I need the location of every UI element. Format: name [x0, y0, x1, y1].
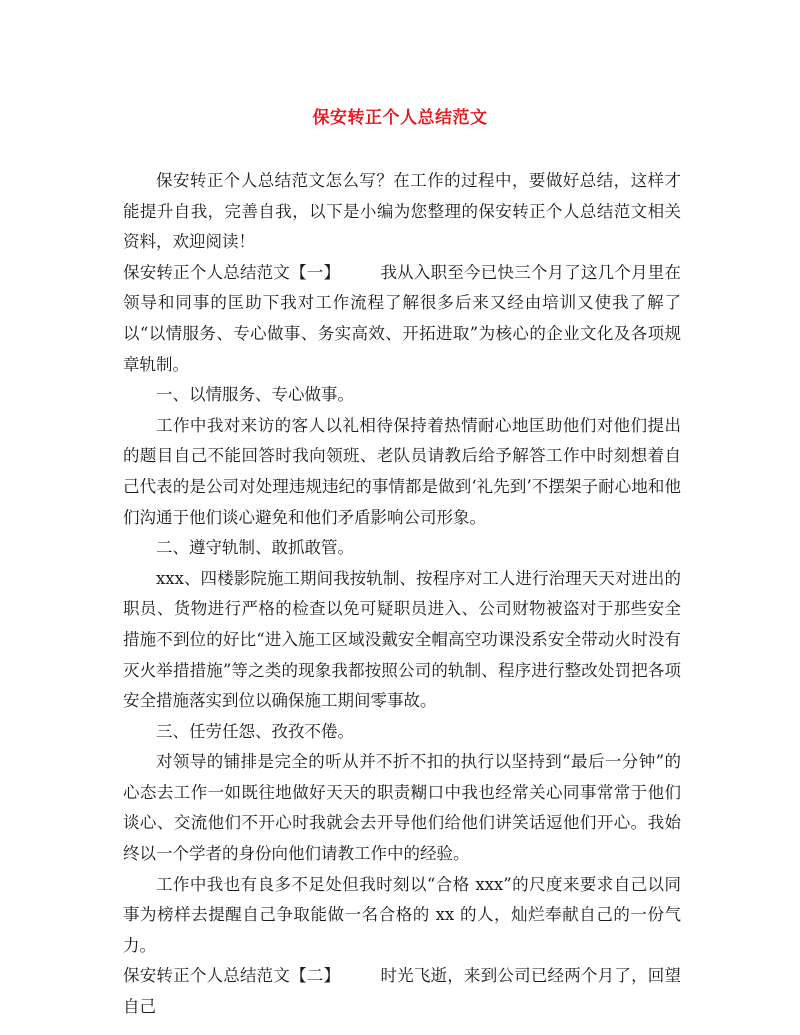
section-two-text: 时光飞逝，来到公司已经两个月了，回望自己: [123, 966, 682, 1017]
document-title: 保安转正个人总结范文: [312, 108, 488, 128]
paragraph-three: 对领导的铺排是完全的听从并不折不扣的执行以坚持到“最后一分钟”的心态去工作一如既往地做好天天的职责糊口中我也经常关心同事常常于他们谈心、交流他们不开心时我就会去开导他们给他们讲笑话逗他们开心。我始终以一个学者的身份向他们请教工作中的经验。: [123, 752, 681, 864]
paragraph-four: 工作中我也有良多不足处但我时刻以“合格 xxx”的尺度来要求自己以同事为榜样去提醒自己争取能做一名合格的 xx 的人，灿烂奉献自己的一份气力。: [123, 874, 681, 955]
paragraph-one: 工作中我对来访的客人以礼相待保持着热情耐心地匡助他们对他们提出的题目自己不能回答时我向领班、老队员请教后给予解答工作中时刻想着自己代表的是公司对处理违规违纪的事情都是做到‘礼先到’不摆架子耐心地和他们沟通于他们谈心避免和他们矛盾影响公司形象。: [123, 415, 681, 527]
document-body: [123, 166, 681, 1023]
section-one-text: 我从入职至今已快三个月了这几个月里在领导和同事的匡助下我对工作流程了解很多后来又经由培训又使我了解了以“以情服务、专心做事、务实高效、开拓进取”为核心的企业文化及各项规章轨制。: [123, 262, 682, 374]
section-one-title: 保安转正个人总结范文【一】: [123, 262, 341, 282]
section-two-paragraph: [123, 961, 681, 1022]
heading-one: 一、以情服务、专心做事。: [156, 385, 354, 405]
paragraph-two: xxx、四楼影院施工期间我按轨制、按程序对工人进行治理天天对进出的职员、货物进行严格的检查以免可疑职员进入、公司财物被盗对于那些安全措施不到位的好比“进入施工区域没戴安全帽高空功课没系安全带动火时没有灭火举措措施”等之类的现象我都按照公司的轨制、程序进行整改处罚把各项安全措施落实到位以确保施工期间零事故。: [123, 568, 681, 711]
heading-two: 二、遵守轨制、敢抓敢管。: [156, 538, 354, 558]
heading-three: 三、任劳任怨、孜孜不倦。: [156, 721, 354, 741]
intro-paragraph: 保安转正个人总结范文怎么写？在工作的过程中，要做好总结，这样才能提升自我，完善自我，以下是小编为您整理的保安转正个人总结范文相关资料，欢迎阅读！: [123, 171, 681, 252]
section-one-paragraph: [123, 258, 681, 380]
section-two-title: 保安转正个人总结范文【二】: [123, 966, 341, 986]
